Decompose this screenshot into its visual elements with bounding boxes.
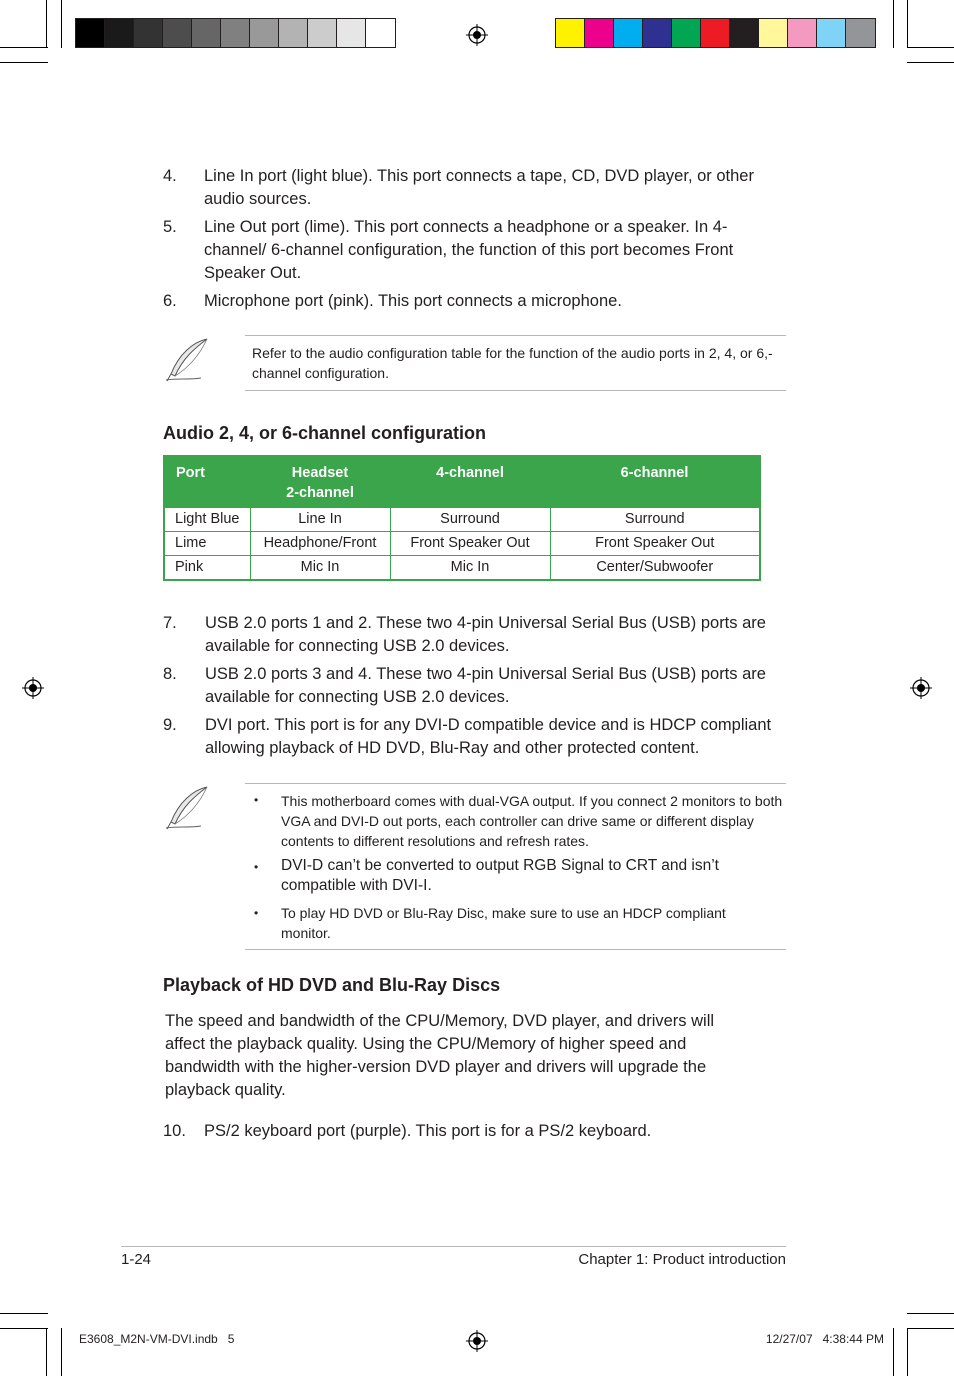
crop-mark <box>61 0 62 48</box>
color-swatch <box>250 19 279 47</box>
header-line: 2-channel <box>286 485 354 501</box>
playback-paragraph: The speed and bandwidth of the CPU/Memory, DVD player, and drivers will affect the playback quality. Using the CPU/Memory of higher speed and bandwidth with the higher-version DVD player and drivers will upgrade the playback quality. <box>165 1012 715 1099</box>
color-swatch <box>366 19 395 47</box>
table-cell: Center/Subwoofer <box>550 556 760 581</box>
item-number: 6. <box>163 292 177 310</box>
crop-mark <box>0 1313 48 1314</box>
item-number: 9. <box>163 716 177 734</box>
crop-mark <box>0 62 48 63</box>
item-number: 8. <box>163 665 177 683</box>
bullet-icon: • <box>254 793 259 807</box>
file-slug: E3608_M2N-VM-DVI.indb 5 <box>79 1332 235 1346</box>
list-item-7 <box>163 612 793 658</box>
color-swatch <box>846 19 875 47</box>
color-swatch <box>614 19 643 47</box>
table-cell: Headphone/Front <box>250 532 390 556</box>
crop-mark <box>907 1328 908 1376</box>
header-line: Headset <box>291 465 349 481</box>
note-bullet: This motherboard comes with dual-VGA output. If you connect 2 monitors to both VGA and DVI-D out ports, each controller can drive same or different display contents to different resolutions and refresh rates. <box>281 793 783 849</box>
item-text: PS/2 keyboard port (purple). This port is for a PS/2 keyboard. <box>204 1122 652 1140</box>
registration-mark-icon <box>910 677 932 699</box>
crop-mark <box>0 1328 48 1329</box>
color-swatch <box>643 19 672 47</box>
crop-mark <box>61 1328 62 1376</box>
list-item-6 <box>163 290 793 313</box>
color-swatch <box>701 19 730 47</box>
color-swatch <box>337 19 366 47</box>
date-slug: 12/27/07 4:38:44 PM <box>765 1332 884 1346</box>
color-swatch <box>556 19 585 47</box>
crop-mark <box>907 0 908 48</box>
color-swatch <box>221 19 250 47</box>
list-item-4 <box>163 165 793 211</box>
table-cell: Light Blue <box>164 508 250 532</box>
note-box <box>245 783 786 950</box>
bullet-icon: • <box>254 906 259 920</box>
table-header: Port <box>164 456 250 508</box>
item-number: 4. <box>163 167 177 185</box>
table-cell: Pink <box>164 556 250 581</box>
crop-mark <box>907 1328 954 1329</box>
table-cell: Front Speaker Out <box>390 532 550 556</box>
list-item-8 <box>163 663 793 709</box>
list-item-10 <box>163 1120 793 1143</box>
color-swatch <box>308 19 337 47</box>
color-swatch <box>134 19 163 47</box>
list-item-9 <box>163 714 793 760</box>
color-swatch <box>788 19 817 47</box>
bullet-icon: • <box>254 860 259 874</box>
color-swatch <box>279 19 308 47</box>
note-text: Refer to the audio configuration table for the function of the audio ports in 2, 4, or 6,-channel configuration. <box>252 345 773 381</box>
crop-mark <box>0 47 48 48</box>
crop-mark <box>907 47 954 48</box>
color-swatch <box>730 19 759 47</box>
item-text: DVI port. This port is for any DVI-D compatible device and is HDCP compliant allowing playback of HD DVD, Blu-Ray and other protected content. <box>205 716 772 757</box>
item-text: USB 2.0 ports 1 and 2. These two 4-pin Universal Serial Bus (USB) ports are available for connecting USB 2.0 devices. <box>205 614 766 655</box>
item-text: Line In port (light blue). This port connects a tape, CD, DVD player, or other audio sources. <box>204 167 754 208</box>
note-bullet: To play HD DVD or Blu-Ray Disc, make sure to use an HDCP compliant monitor. <box>281 905 726 941</box>
grayscale-bar <box>75 18 396 48</box>
chapter-title: Chapter 1: Product introduction <box>578 1251 786 1268</box>
table-cell: Surround <box>390 508 550 532</box>
table-cell: Surround <box>550 508 760 532</box>
table-row <box>164 508 760 532</box>
note-feather-icon <box>163 784 213 832</box>
table-cell: Mic In <box>390 556 550 581</box>
color-swatch <box>672 19 701 47</box>
table-cell: Front Speaker Out <box>550 532 760 556</box>
crop-mark <box>907 1313 954 1314</box>
note-box <box>245 335 786 391</box>
registration-mark-icon <box>22 677 44 699</box>
footer-divider <box>121 1246 786 1247</box>
color-swatch <box>76 19 105 47</box>
section-heading: Playback of HD DVD and Blu-Ray Discs <box>163 975 501 995</box>
note-feather-icon <box>163 336 213 384</box>
color-swatch <box>163 19 192 47</box>
color-bar <box>555 18 876 48</box>
table-header-row <box>164 456 760 508</box>
item-text: Line Out port (lime). This port connects a headphone or a speaker. In 4-channel/ 6-channel configuration, the function of this port becomes Front Speaker Out. <box>204 218 734 282</box>
audio-config-table <box>163 455 761 581</box>
color-swatch <box>585 19 614 47</box>
color-swatch <box>817 19 846 47</box>
table-row <box>164 532 760 556</box>
table-row <box>164 556 760 581</box>
page-number: 1-24 <box>121 1251 152 1268</box>
registration-mark-icon <box>466 24 488 46</box>
crop-mark <box>893 1328 894 1376</box>
table-cell: Line In <box>250 508 390 532</box>
item-text: Microphone port (pink). This port connects a microphone. <box>204 292 622 310</box>
item-number: 5. <box>163 218 177 236</box>
table-cell: Mic In <box>250 556 390 581</box>
color-swatch <box>759 19 788 47</box>
color-swatch <box>192 19 221 47</box>
table-header: 4-channel <box>390 456 550 508</box>
registration-mark-icon <box>466 1330 488 1352</box>
color-swatch <box>105 19 134 47</box>
table-header <box>250 456 390 508</box>
table-header: 6-channel <box>550 456 760 508</box>
item-number: 7. <box>163 614 177 632</box>
crop-mark <box>46 0 47 48</box>
table-cell: Lime <box>164 532 250 556</box>
crop-mark <box>46 1328 47 1376</box>
item-number: 10. <box>163 1122 186 1140</box>
crop-mark <box>893 0 894 48</box>
list-item-5 <box>163 216 793 286</box>
section-heading: Audio 2, 4, or 6-channel configuration <box>163 423 487 443</box>
note-bullet: DVI-D can’t be converted to output RGB Signal to CRT and isn’t compatible with DVI-I. <box>281 857 719 894</box>
crop-mark <box>907 62 954 63</box>
item-text: USB 2.0 ports 3 and 4. These two 4-pin Universal Serial Bus (USB) ports are available for connecting USB 2.0 devices. <box>205 665 766 706</box>
